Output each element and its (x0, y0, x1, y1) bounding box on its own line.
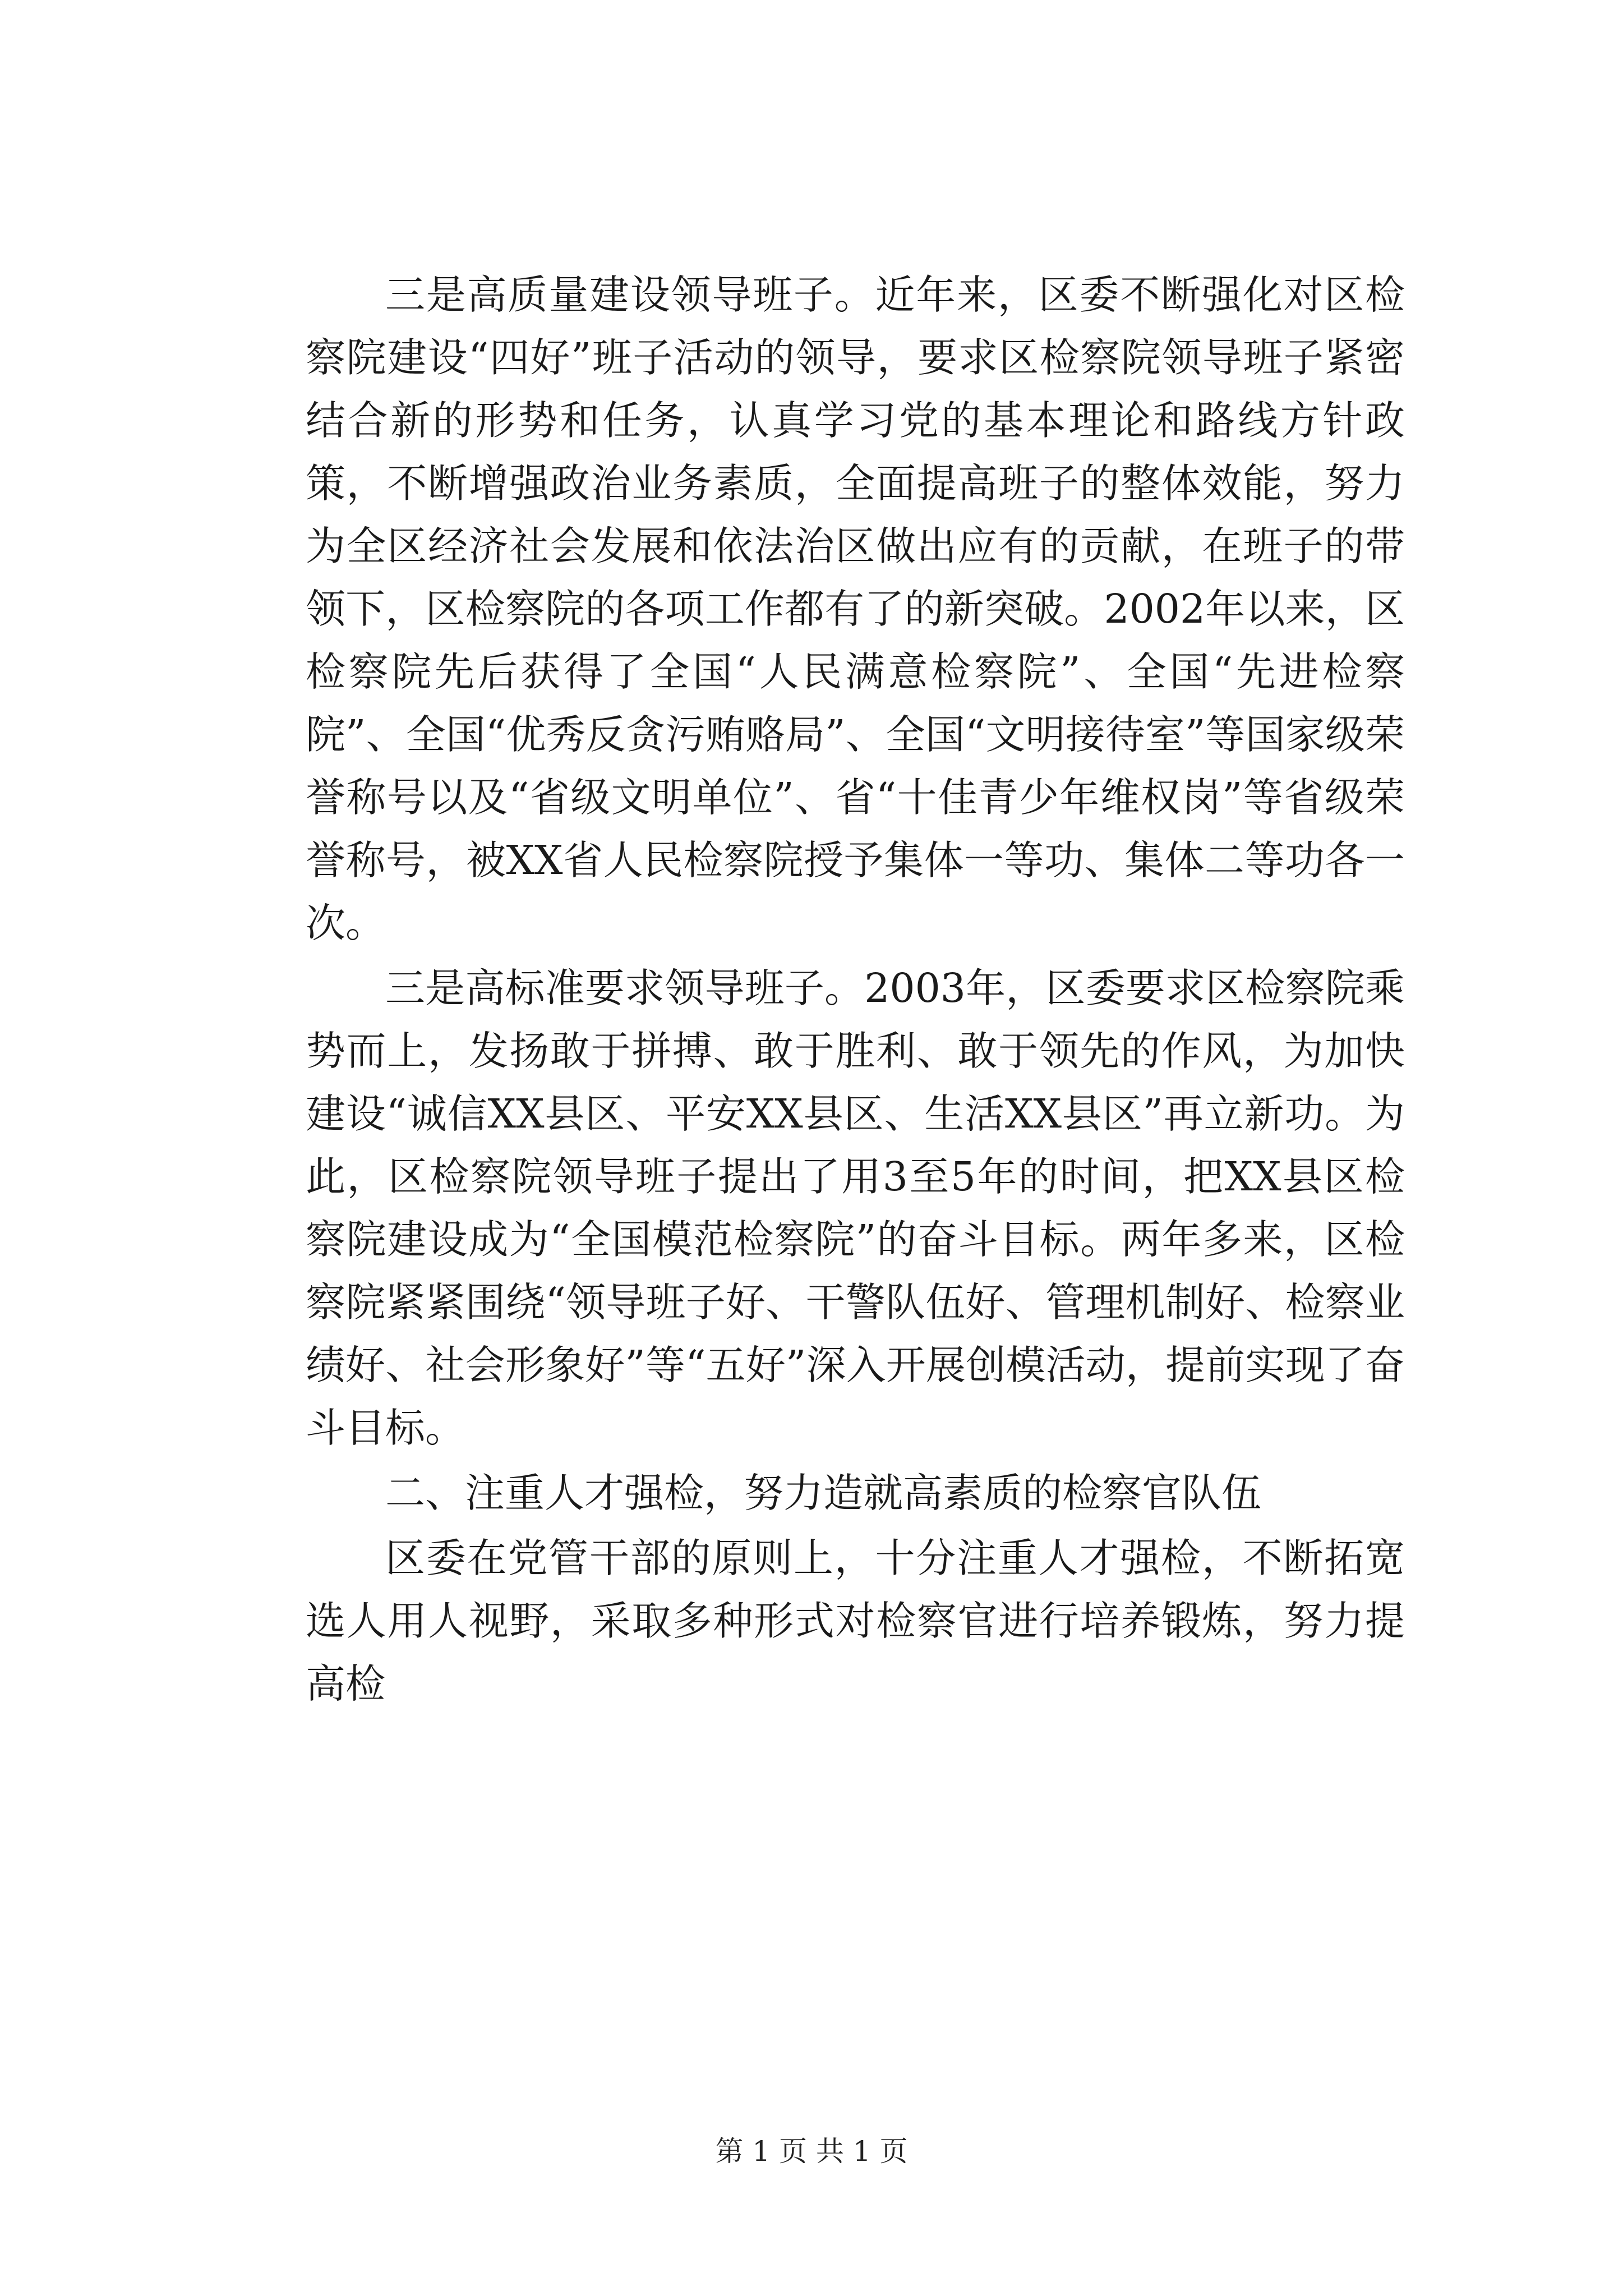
page-footer: 第 1 页 共 1 页 (715, 2135, 908, 2168)
paragraph-talent: 区委在党管干部的原则上，十分注重人才强检，不断拓宽选人用人视野，采取多种形式对检察官进行培养锻炼，努力提高检 (306, 1535, 1405, 1707)
paragraph-leadership-quality: 三是高质量建设领导班子。近年来，区委不断强化对区检察院建设“四好”班子活动的领导，要求区检察院领导班子紧密结合新的形势和任务，认真学习党的基本理论和路线方针政策，不断增强政治业务素质，全面提高班子的整体效能，努力为全区经济社会发展和依法治区做出应有的贡献，在班子的带领下，区检察院的各项工作都有了的新突破。2002年以来，区检察院先后获得了全国“人民满意检察院”、全国“先进检察院”、全国“优秀反贪污贿赂局”、全国“文明接待室”等国家级荣誉称号以及“省级文明单位”、省“十佳青少年维权岗”等省级荣誉称号，被XX省人民检察院授予集体一等功、集体二等功各一次。 (306, 272, 1405, 946)
document-body (306, 264, 1405, 1718)
paragraph-leadership-standards: 三是高标准要求领导班子。2003年，区委要求区检察院乘势而上，发扬敢于拼搏、敢于胜利、敢于领先的作风，为加快建设“诚信XX县区、平安XX县区、生活XX县区”再立新功。为此，区检察院领导班子提出了用3至5年的时间，把XX县区检察院建设成为“全国模范检察院”的奋斗目标。两年多来，区检察院紧紧围绕“领导班子好、干警队伍好、管理机制好、检察业绩好、社会形象好”等“五好”深入开展创模活动，提前实现了奋斗目标。 (306, 965, 1405, 1451)
section-heading-talent: 二、注重人才强检，努力造就高素质的检察官队伍 (385, 1470, 1262, 1516)
